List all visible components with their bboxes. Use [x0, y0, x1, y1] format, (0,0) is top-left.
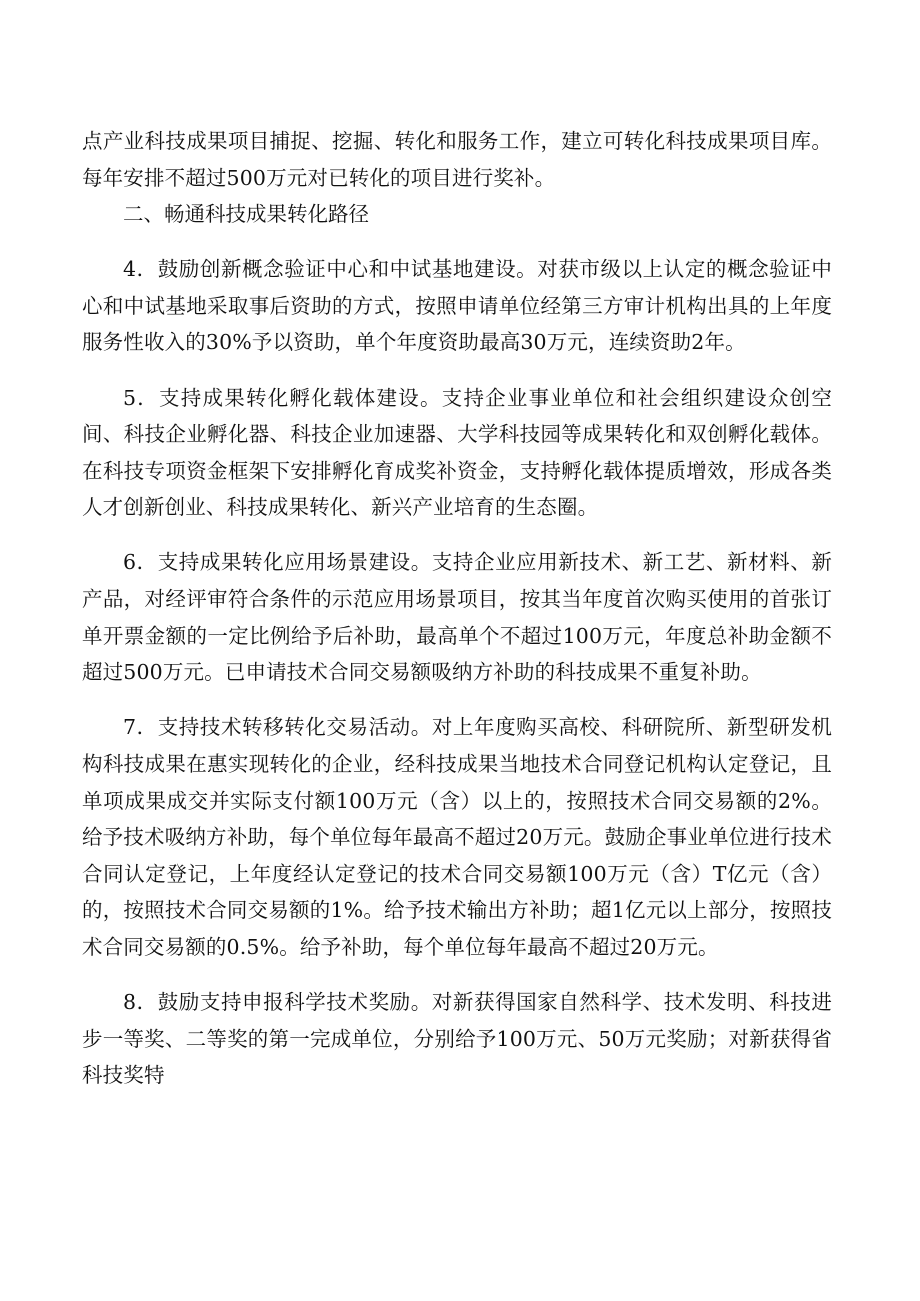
- section-heading: 二、畅通科技成果转化路径: [123, 202, 369, 227]
- paragraph-continued: 点产业科技成果项目捕捉、挖掘、转化和服务工作，建立可转化科技成果项目库。每年安排不超过500万元对已转化的项目进行奖补。: [82, 129, 832, 190]
- paragraph-item-7: 7．支持技术转移转化交易活动。对上年度购买高校、科研院所、新型研发机构科技成果在惠实现转化的企业，经科技成果当地技术合同登记机构认定登记，且单项成果成交并实际支付额100万元（含）以上的，按照技术合同交易额的2%。给予技术吸纳方补助，每个单位每年最高不超过20万元。鼓励企事业单位进行技术合同认定登记，上年度经认定登记的技术合同交易额100万元（含）T亿元（含）的，按照技术合同交易额的1%。给予技术输出方补助；超1亿元以上部分，按照技术合同交易额的0.5%。给予补助，每个单位每年最高不超过20万元。: [82, 715, 832, 959]
- paragraph-item-5: 5．支持成果转化孵化载体建设。支持企业事业单位和社会组织建设众创空间、科技企业孵化器、科技企业加速器、大学科技园等成果转化和双创孵化载体。在科技专项资金框架下安排孵化育成奖补资金，支持孵化载体提质增效，形成各类人才创新创业、科技成果转化、新兴产业培育的生态圈。: [82, 385, 832, 520]
- paragraph-item-8: 8．鼓励支持申报科学技术奖励。对新获得国家自然科学、技术发明、科技进步一等奖、二等奖的第一完成单位，分别给予100万元、50万元奖励；对新获得省科技奖特: [82, 989, 832, 1088]
- paragraph-item-6: 6．支持成果转化应用场景建设。支持企业应用新技术、新工艺、新材料、新产品，对经评审符合条件的示范应用场景项目，按其当年度首次购买使用的首张订单开票金额的一定比例给予后补助，最高单个不超过100万元，年度总补助金额不超过500万元。已申请技术合同交易额吸纳方补助的科技成果不重复补助。: [82, 550, 832, 685]
- paragraph-item-4: 4．鼓励创新概念验证中心和中试基地建设。对获市级以上认定的概念验证中心和中试基地采取事后资助的方式，按照申请单位经第三方审计机构出具的上年度服务性收入的30%予以资助，单个年度资助最高30万元，连续资助2年。: [82, 257, 832, 355]
- document-body: [82, 123, 832, 1094]
